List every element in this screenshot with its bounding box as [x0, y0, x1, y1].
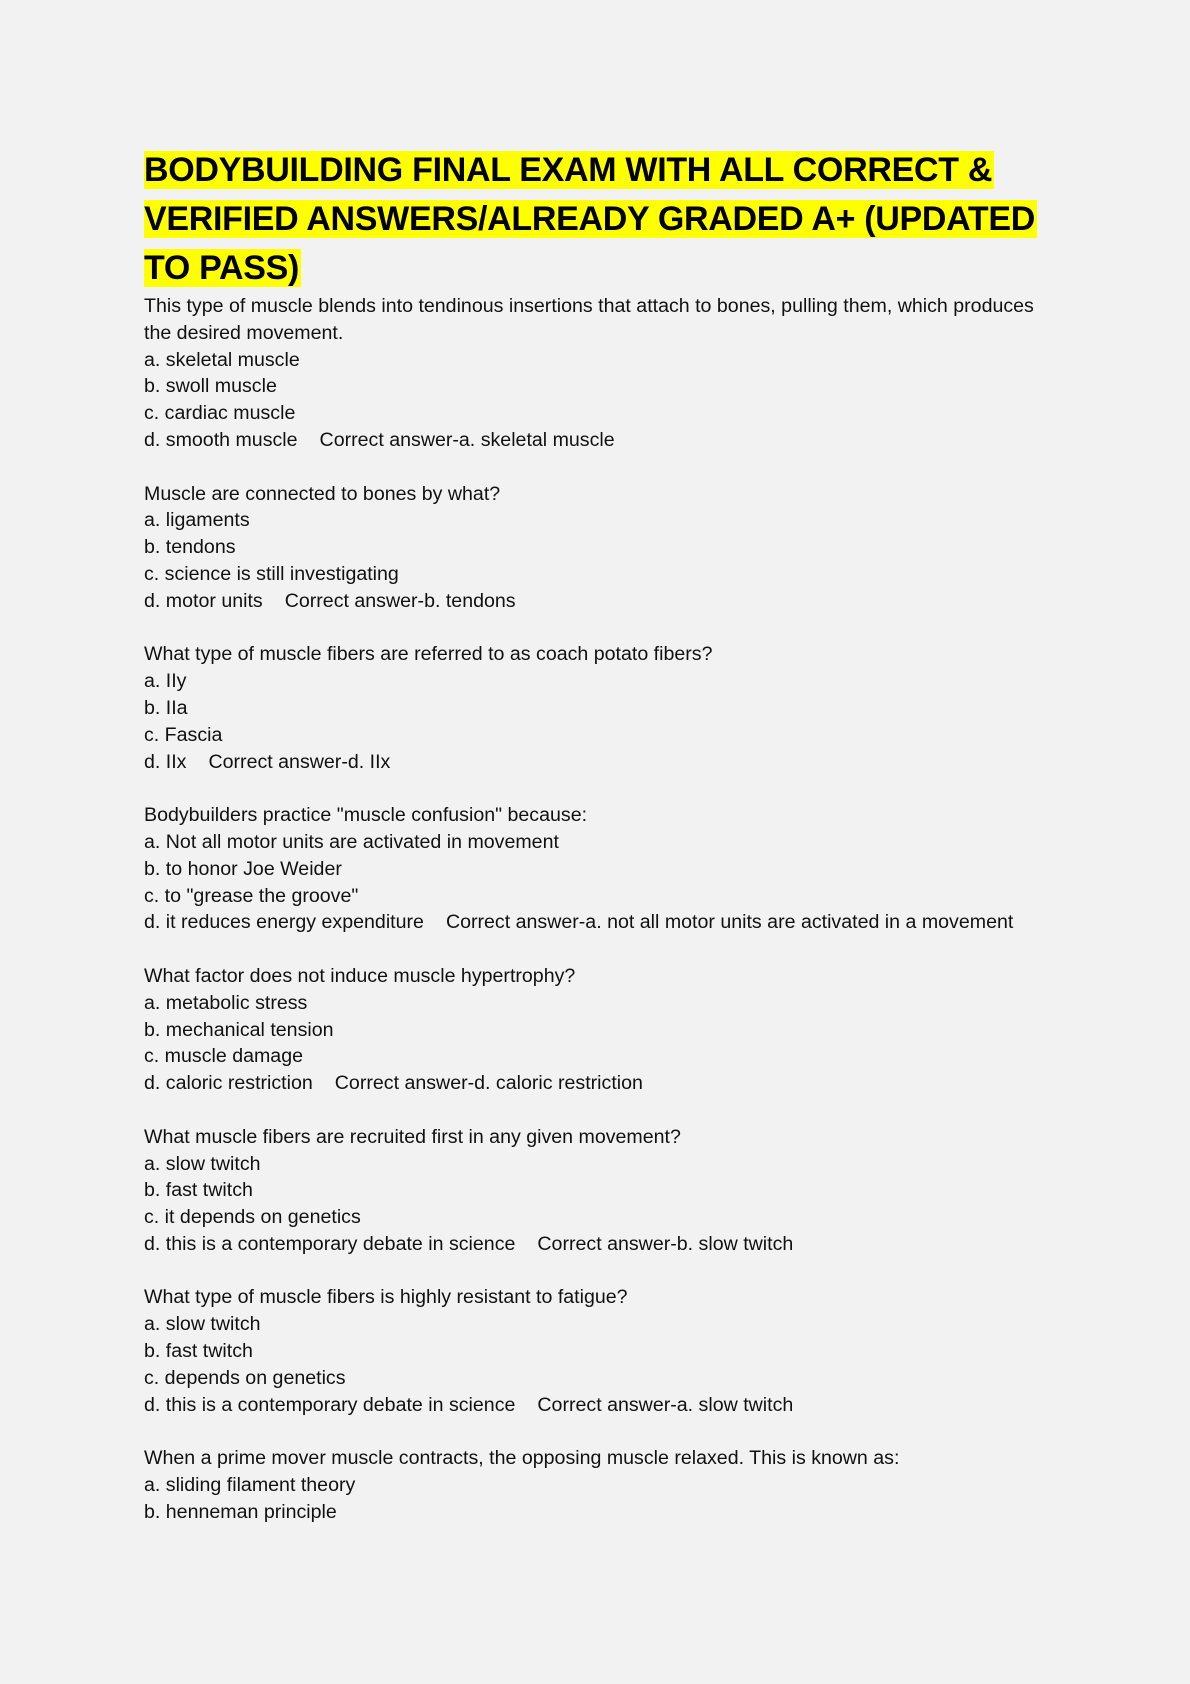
question-list: [144, 293, 1064, 1526]
question-option: c. Fascia: [144, 723, 223, 746]
question-option: a. slow twitch: [144, 1152, 261, 1175]
question-prompt: What muscle fibers are recruited first in any given movement?: [144, 1125, 681, 1148]
question-prompt: Bodybuilders practice "muscle confusion" because:: [144, 804, 588, 827]
question-option-row: [144, 427, 1064, 454]
question-option: c. depends on genetics: [144, 1366, 346, 1389]
document-page: [144, 146, 1064, 1552]
question-option: c. muscle damage: [144, 1045, 303, 1068]
question-option: d. smooth muscle: [144, 428, 298, 451]
question-prompt: What type of muscle fibers are referred to as coach potato fibers?: [144, 643, 713, 666]
question-option-row: [144, 588, 1064, 615]
question-option-row: [144, 1392, 1064, 1419]
question-option: d. this is a contemporary debate in science: [144, 1393, 516, 1416]
document-title-text: BODYBUILDING FINAL EXAM WITH ALL CORRECT & VERIFIED ANSWERS/ALREADY GRADED A+ (UPDATED TO PASS): [144, 151, 1036, 287]
question-option: c. it depends on genetics: [144, 1206, 361, 1229]
correct-answer: Correct answer-d. IIx: [208, 750, 391, 773]
question-option: d. it reduces energy expenditure: [144, 911, 424, 934]
document-title: [144, 146, 1064, 293]
correct-answer: Correct answer-a. slow twitch: [537, 1393, 794, 1416]
question-option: a. Not all motor units are activated in movement: [144, 830, 559, 853]
question-option: b. fast twitch: [144, 1340, 253, 1363]
correct-answer: Correct answer-a. not all motor units are activated in a movement: [445, 911, 1014, 934]
question-option-row: [144, 1070, 1064, 1097]
question-option-row: [144, 1231, 1064, 1258]
question-option: d. motor units: [144, 589, 263, 612]
question-block: [144, 1445, 1064, 1525]
question-option: b. mechanical tension: [144, 1018, 334, 1041]
question-option: c. to "grease the groove": [144, 884, 359, 907]
question-block: [144, 481, 1064, 615]
question-option: b. henneman principle: [144, 1500, 337, 1523]
correct-answer: Correct answer-b. tendons: [284, 589, 516, 612]
question-block: [144, 1124, 1064, 1258]
question-option: b. tendons: [144, 536, 236, 559]
question-prompt: What factor does not induce muscle hypertrophy?: [144, 964, 576, 987]
question-prompt: Muscle are connected to bones by what?: [144, 482, 501, 505]
correct-answer: Correct answer-b. slow twitch: [537, 1232, 794, 1255]
question-option: a. skeletal muscle: [144, 348, 300, 371]
question-option: d. this is a contemporary debate in science: [144, 1232, 516, 1255]
correct-answer: Correct answer-a. skeletal muscle: [319, 428, 615, 451]
question-block: [144, 1284, 1064, 1418]
question-option: b. swoll muscle: [144, 375, 277, 398]
correct-answer: Correct answer-d. caloric restriction: [334, 1072, 643, 1095]
question-option: d. caloric restriction: [144, 1072, 313, 1095]
question-prompt: When a prime mover muscle contracts, the opposing muscle relaxed. This is known as:: [144, 1447, 900, 1470]
question-option-row: [144, 749, 1064, 776]
question-block: [144, 802, 1064, 936]
question-prompt: This type of muscle blends into tendinous insertions that attach to bones, pulling them, which produces the desired movement.: [144, 295, 1034, 344]
question-option: a. slow twitch: [144, 1313, 261, 1336]
question-block: [144, 641, 1064, 775]
question-option: a. sliding filament theory: [144, 1474, 356, 1497]
question-option-row: [144, 909, 1064, 936]
question-option: b. to honor Joe Weider: [144, 857, 342, 880]
question-option: a. metabolic stress: [144, 991, 308, 1014]
question-prompt: What type of muscle fibers is highly resistant to fatigue?: [144, 1286, 628, 1309]
question-option: a. ligaments: [144, 509, 250, 532]
question-option: a. IIy: [144, 670, 187, 693]
question-option: c. science is still investigating: [144, 562, 399, 585]
question-option: d. IIx: [144, 750, 187, 773]
question-option: b. IIa: [144, 696, 188, 719]
question-block: [144, 963, 1064, 1097]
question-block: [144, 293, 1064, 454]
question-option: b. fast twitch: [144, 1179, 253, 1202]
question-option: c. cardiac muscle: [144, 402, 296, 425]
